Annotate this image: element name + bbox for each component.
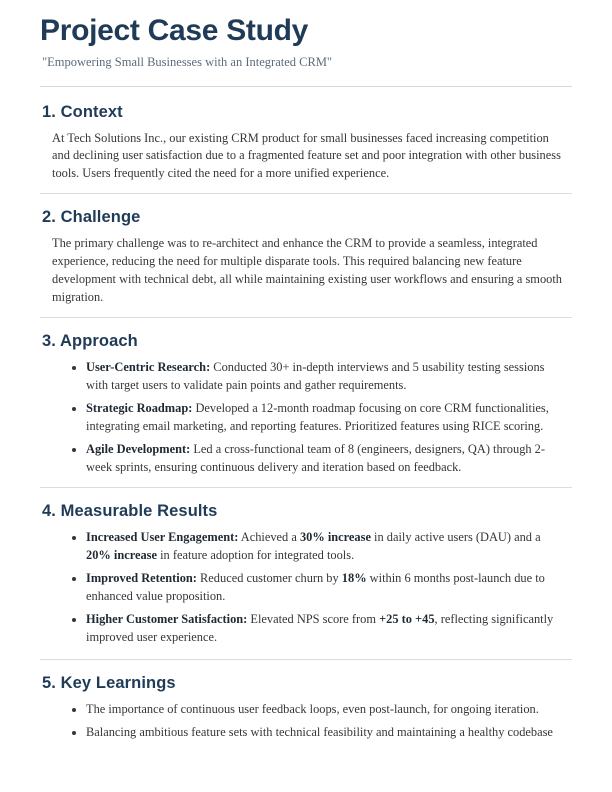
bullet-highlight: +25 to +45	[379, 612, 435, 627]
bullet-lead: Improved Retention:	[86, 571, 197, 586]
section-heading-learnings: 5. Key Learnings	[42, 674, 176, 693]
list-item	[86, 359, 572, 395]
page-title: Project Case Study	[40, 14, 309, 47]
bullet-text-3: in feature adoption for integrated tools.	[157, 548, 355, 563]
bullet-lead: Agile Development:	[86, 442, 191, 457]
bullet-text: Balancing ambitious feature sets with technical feasibility and maintaining a healthy codebase	[86, 725, 553, 740]
bullet-text-2: within 6 months post-launch due to enhanced value proposition.	[86, 571, 545, 604]
bullet-text: Achieved a	[238, 530, 300, 545]
section-challenge	[40, 193, 572, 307]
list-item	[86, 441, 572, 477]
approach-bullet-list	[40, 359, 572, 477]
bullet-highlight-2: 20% increase	[86, 548, 158, 563]
bullet-text-2: in daily active users (DAU) and a	[370, 530, 541, 545]
list-item	[86, 570, 572, 606]
bullet-lead: Increased User Engagement:	[86, 530, 239, 545]
list-item	[86, 400, 572, 436]
section-paragraph-challenge: The primary challenge was to re-architect and enhance the CRM to provide a seamless, integrated experience, reducing the need for multiple disparate tools. This required balancing new feature development with technical debt, all while maintaining existing user workflows and ensuring a smooth migration.	[52, 236, 562, 305]
section-heading-context: 1. Context	[42, 102, 123, 121]
bullet-text: Elevated NPS score from	[247, 612, 380, 627]
bullet-text: The importance of continuous user feedback loops, even post-launch, for ongoing iteration.	[86, 702, 539, 717]
list-item	[86, 529, 572, 565]
section-heading-results: 4. Measurable Results	[42, 502, 218, 521]
results-bullet-list	[40, 529, 572, 647]
list-item	[86, 611, 572, 647]
section-measurable-results	[40, 487, 572, 647]
bullet-text: Led a cross-functional team of 8 (engineers, designers, QA) through 2-week sprints, ensuring continuous delivery and iteration based on feedback.	[86, 442, 546, 475]
list-item	[86, 724, 572, 742]
bullet-highlight: 30% increase	[299, 530, 371, 545]
bullet-text-2: , reflecting significantly improved user experience.	[86, 612, 554, 645]
section-key-learnings	[40, 659, 572, 742]
section-context	[40, 87, 572, 184]
list-item	[86, 701, 572, 719]
bullet-highlight: 18%	[341, 571, 367, 586]
bullet-text: Reduced customer churn by	[196, 571, 342, 586]
learnings-bullet-list	[40, 701, 572, 742]
bullet-lead: Strategic Roadmap:	[86, 401, 193, 416]
bullet-lead: User-Centric Research:	[86, 360, 211, 375]
bullet-text: Conducted 30+ in-depth interviews and 5 usability testing sessions with target users to validate pain points and gather requirements.	[86, 360, 545, 393]
section-heading-approach: 3. Approach	[42, 332, 138, 351]
bullet-text: Developed a 12-month roadmap focusing on core CRM functionalities, integrating email marketing, and reporting features. Prioritized features using RICE scoring.	[86, 401, 549, 434]
bullet-lead: Higher Customer Satisfaction:	[86, 612, 248, 627]
section-heading-challenge: 2. Challenge	[42, 208, 141, 227]
page-subtitle: "Empowering Small Businesses with an Integrated CRM"	[42, 54, 333, 69]
document-header	[40, 0, 572, 87]
section-paragraph-context: At Tech Solutions Inc., our existing CRM product for small businesses faced increasing competition and declining user satisfaction due to a fragmented feature set and poor integration with other business tools. Users frequently cited the need for a more unified experience.	[52, 130, 561, 181]
section-approach	[40, 317, 572, 477]
